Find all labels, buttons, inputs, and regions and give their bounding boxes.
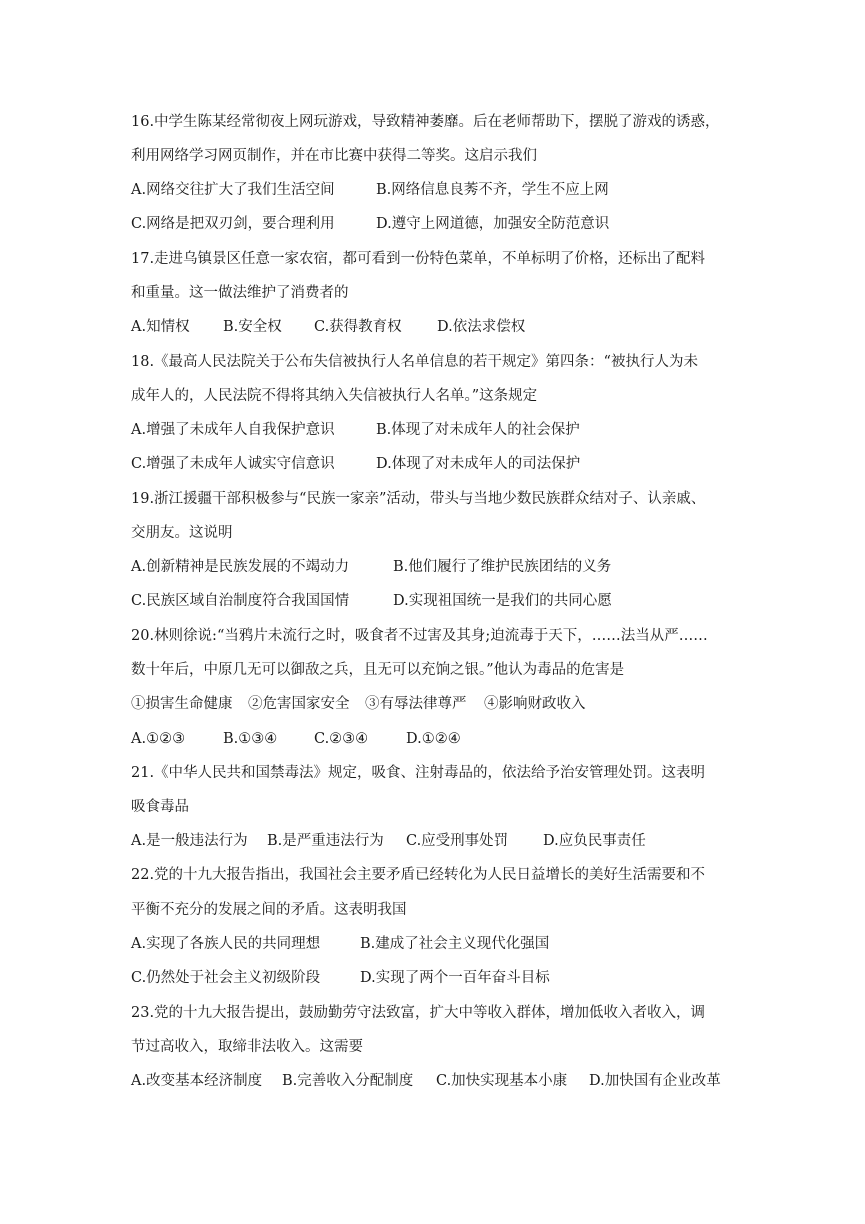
q19-option-c: C.民族区域自治制度符合我国国情 [131, 593, 350, 609]
q22-options-row1 [131, 934, 549, 954]
q17-stem-line1: 17.走进乌镇景区任意一家农宿，都可看到一份特色菜单，不单标明了价格，还标出了配料 [131, 251, 706, 267]
q18-option-c: C.增强了未成年人诚实守信意识 [131, 456, 335, 472]
q18-options-row1 [131, 420, 580, 440]
q18-stem-line1: 18.《最高人民法院关于公布失信被执行人名单信息的若干规定》第四条：“被执行人为未 [131, 354, 698, 370]
q20-item-2: ②危害国家安全 [248, 696, 350, 712]
q21-options-row [131, 831, 646, 851]
q22-stem-line2: 平衡不充分的发展之间的矛盾。这表明我国 [131, 902, 407, 918]
q22-options-row2 [131, 968, 550, 988]
q16-options-row2 [131, 214, 609, 234]
q23-options-row [131, 1071, 721, 1091]
q23-stem-line1: 23.党的十九大报告提出，鼓励勤劳守法致富，扩大中等收入群体，增加低收入者收入，调 [131, 1005, 706, 1021]
q22-option-b: B.建成了社会主义现代化强国 [360, 936, 550, 952]
q18-stem-line2: 成年人的，人民法院不得将其纳入失信被执行人名单。”这条规定 [131, 388, 538, 404]
q17-option-b: B.安全权 [223, 319, 282, 335]
q22-stem-line1: 22.党的十九大报告指出，我国社会主要矛盾已经转化为人民日益增长的美好生活需要和不 [131, 867, 706, 883]
q16-option-d: D.遵守上网道德，加强安全防范意识 [376, 216, 610, 232]
q23-option-b: B.完善收入分配制度 [282, 1073, 414, 1089]
q20-options-row [131, 729, 461, 749]
q18-option-b: B.体现了对未成年人的社会保护 [376, 422, 580, 438]
q21-option-d: D.应负民事责任 [543, 833, 646, 849]
q16-option-b: B.网络信息良莠不齐，学生不应上网 [376, 182, 609, 198]
q19-options-row2 [131, 591, 612, 611]
q17-stem-line2: 和重量。这一做法维护了消费者的 [131, 285, 349, 301]
q20-item-1: ①损害生命健康 [131, 696, 233, 712]
q20-option-c: C.②③④ [314, 731, 369, 747]
q18-options-row2 [131, 454, 580, 474]
q18-option-d: D.体现了对未成年人的司法保护 [376, 456, 581, 472]
q23-option-d: D.加快国有企业改革 [589, 1073, 721, 1089]
q16-stem-line2: 利用网络学习网页制作，并在市比赛中获得二等奖。这启示我们 [131, 148, 537, 164]
q23-option-c: C.加快实现基本小康 [436, 1073, 568, 1089]
q17-option-a: A.知情权 [131, 319, 190, 335]
q19-option-b: B.他们履行了维护民族团结的义务 [393, 559, 612, 575]
q20-option-a: A.①②③ [131, 731, 186, 747]
q23-stem-line2: 节过高收入，取缔非法收入。这需要 [131, 1039, 363, 1055]
q17-options-row [131, 317, 525, 337]
q16-option-c: C.网络是把双刃剑，要合理利用 [131, 216, 335, 232]
q20-stem-line2: 数十年后，中原几无可以御敌之兵，且无可以充饷之银。”他认为毒品的危害是 [131, 662, 625, 678]
q16-options-row1 [131, 180, 609, 200]
q17-option-d: D.依法求偿权 [437, 319, 526, 335]
q21-option-b: B.是严重违法行为 [267, 833, 384, 849]
q19-stem-line1: 19.浙江援疆干部积极参与“民族一家亲”活动，带头与当地少数民族群众结对子、认亲戚、 [131, 491, 706, 507]
q21-option-a: A.是一般违法行为 [131, 833, 248, 849]
q20-items-row [131, 694, 586, 714]
q16-option-a: A.网络交往扩大了我们生活空间 [131, 182, 335, 198]
q21-stem-line2: 吸食毒品 [131, 799, 189, 815]
q20-stem-line1: 20.林则徐说:“当鸦片未流行之时，吸食者不过害及其身;迫流毒于天下，……法当从严…… [131, 628, 708, 644]
q17-option-c: C.获得教育权 [314, 319, 402, 335]
q22-option-c: C.仍然处于社会主义初级阶段 [131, 970, 321, 986]
q19-option-a: A.创新精神是民族发展的不竭动力 [131, 559, 350, 575]
q23-option-a: A.改变基本经济制度 [131, 1073, 263, 1089]
q16-stem-line1: 16.中学生陈某经常彻夜上网玩游戏，导致精神萎靡。后在老师帮助下，摆脱了游戏的诱惑， [131, 114, 720, 130]
q19-option-d: D.实现祖国统一是我们的共同心愿 [393, 593, 612, 609]
q21-option-c: C.应受刑事处罚 [406, 833, 509, 849]
q20-item-3: ③有辱法律尊严 [365, 696, 467, 712]
q19-stem-line2: 交朋友。这说明 [131, 525, 233, 541]
q22-option-d: D.实现了两个一百年奋斗目标 [360, 970, 550, 986]
q20-item-4: ④影响财政收入 [484, 696, 586, 712]
q20-option-d: D.①②④ [406, 731, 461, 747]
q20-option-b: B.①③④ [223, 731, 278, 747]
q19-options-row1 [131, 557, 611, 577]
q18-option-a: A.增强了未成年人自我保护意识 [131, 422, 335, 438]
q22-option-a: A.实现了各族人民的共同理想 [131, 936, 321, 952]
q21-stem-line1: 21.《中华人民共和国禁毒法》规定，吸食、注射毒品的，依法给予治安管理处罚。这表明 [131, 765, 706, 781]
